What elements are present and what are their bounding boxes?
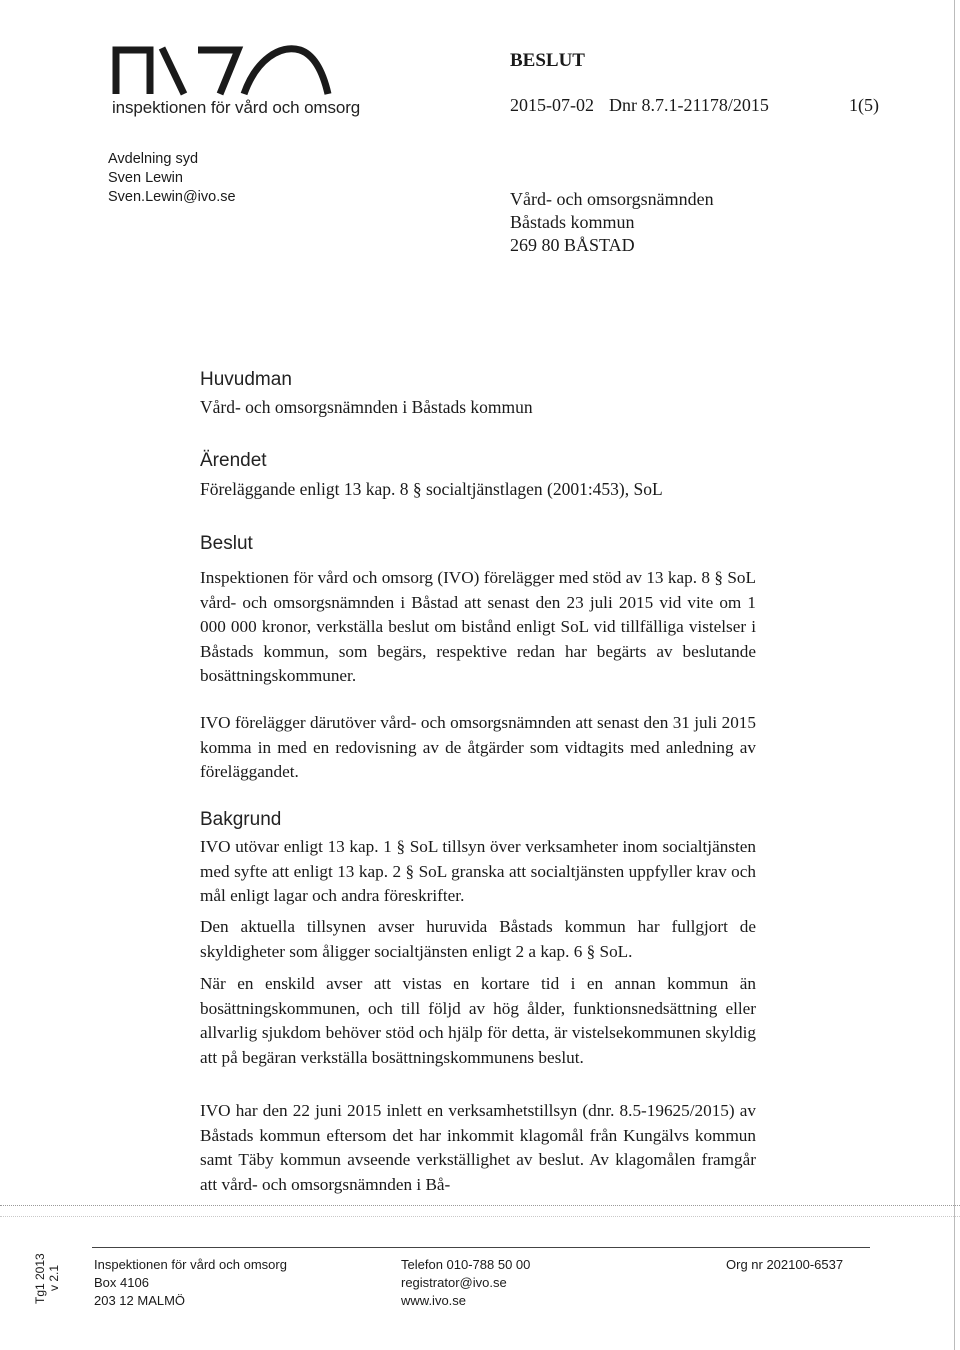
bakgrund-paragraph: IVO utövar enligt 13 kap. 1 § SoL tillsyn över verksamheter inom socialtjänsten med syfte att enligt 13 kap. 2 § SoL granska att socialtjänsten uppfyller krav och mål enligt lagar och andra föreskrifter. xyxy=(200,837,756,906)
section-heading-beslut: Beslut xyxy=(200,533,253,554)
sender-block xyxy=(108,150,236,207)
footer-email: registrator@ivo.se xyxy=(401,1275,507,1290)
footer-contact-block xyxy=(401,1256,530,1310)
huvudman-text: Vård- och omsorgsnämnden i Båstads kommun xyxy=(200,397,533,417)
scan-edge-line xyxy=(954,0,955,1350)
template-version: v 2.1 xyxy=(47,1264,61,1291)
section-heading-bakgrund: Bakgrund xyxy=(200,809,282,830)
footer-rule xyxy=(92,1247,870,1248)
sender-email: Sven.Lewin@ivo.se xyxy=(108,189,236,205)
beslut-paragraph: Inspektionen för vård och omsorg (IVO) förelägger med stöd av 13 kap. 8 § SoL vård- och omsorgsnämnden i Båstad att senast den 23 juli 2015 vid vite om 1 000 000 kronor, verkställa beslut om bistånd enligt SoL vid tillfälliga vistelser i Båstads kommun, som begärs, respektive redan har begärts av beslutande bosättningskommuner. xyxy=(200,568,756,686)
scan-dotted-line xyxy=(0,1205,960,1206)
recipient-address xyxy=(510,188,714,257)
template-code: Tg1 2013 xyxy=(33,1253,47,1304)
recipient-line: Båstads kommun xyxy=(510,212,635,232)
footer-phone: Telefon 010-788 50 00 xyxy=(401,1257,531,1272)
section-heading-arendet: Ärendet xyxy=(200,450,267,471)
footer-box: Box 4106 xyxy=(94,1275,149,1290)
ivo-logo xyxy=(112,44,361,126)
ivo-logo-mark-icon xyxy=(112,44,342,96)
scan-dotted-line xyxy=(0,1216,960,1217)
bakgrund-paragraph: När en enskild avser att vistas en kortare tid i en annan kommun än bosättningskommunen, och till följd av hög ålder, funktionsnedsättning eller allvarlig sjukdom behöver stöd och hjälp för detta, är vistelsekommunen skyldig att på begäran verkställa bosättningskommunens beslut. xyxy=(200,974,756,1067)
sender-department: Avdelning syd xyxy=(108,151,199,167)
bakgrund-paragraph: IVO har den 22 juni 2015 inlett en verksamhetstillsyn (dnr. 8.5-19625/2015) av Båstads kommun eftersom det har inkommit klagomål från Kungälvs kommun samt Täby kommun avseende verkställighet av beslut. Av klagomålen framgår att vård- och omsorgsnämnden i Bå- xyxy=(200,1101,756,1194)
footer-org-nr: Org nr 202100-6537 xyxy=(726,1257,844,1272)
footer-org-name: Inspektionen för vård och omsorg xyxy=(94,1257,287,1272)
arendet-text: Föreläggande enligt 13 kap. 8 § socialtjänstlagen (2001:453), SoL xyxy=(200,479,663,499)
recipient-line: Vård- och omsorgsnämnden xyxy=(510,189,714,209)
footer-org-block xyxy=(94,1256,287,1310)
footer-city: 203 12 MALMÖ xyxy=(94,1293,186,1308)
footer-web: www.ivo.se xyxy=(401,1293,467,1308)
section-heading-huvudman: Huvudman xyxy=(200,369,292,390)
recipient-line: 269 80 BÅSTAD xyxy=(510,235,635,255)
document-date: 2015-07-02 xyxy=(510,95,594,115)
document-dnr: Dnr 8.7.1-21178/2015 xyxy=(609,95,769,115)
beslut-paragraph: IVO förelägger därutöver vård- och omsorgsnämnden att senast den 31 juli 2015 komma in med en redovisning av de åtgärder som vidtagits med anledning av föreläggandet. xyxy=(200,713,756,782)
logo-text: inspektionen för vård och omsorg xyxy=(112,98,361,117)
document-type: BESLUT xyxy=(510,50,585,71)
bakgrund-paragraph: Den aktuella tillsynen avser huruvida Båstads kommun har fullgjort de skyldigheter som åligger socialtjänsten enligt 2 a kap. 6 § SoL. xyxy=(200,917,756,961)
page-number: 1(5) xyxy=(849,95,879,115)
sender-name: Sven Lewin xyxy=(108,170,183,186)
